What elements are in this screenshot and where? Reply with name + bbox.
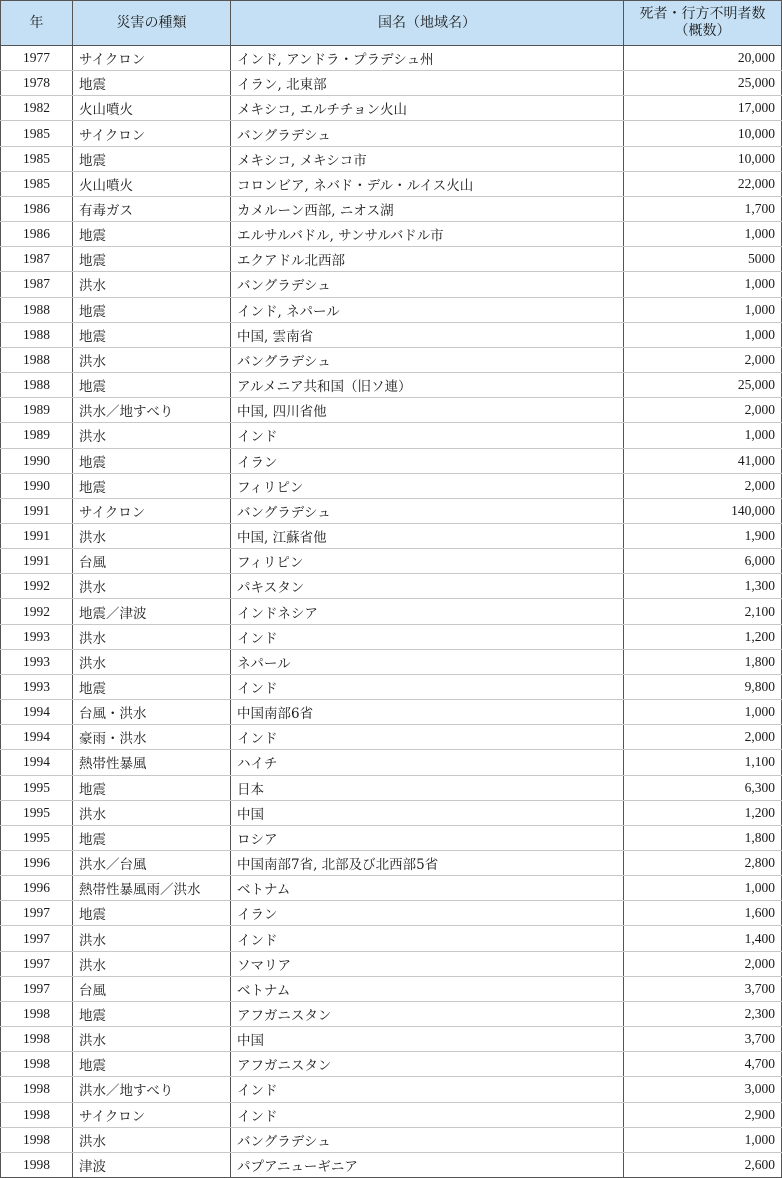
cell-country: コロンビア, ネバド・デル・ルイス火山 — [231, 171, 624, 196]
table-row — [1, 222, 782, 247]
cell-death-count: 17,000 — [624, 96, 782, 121]
cell-death-count: 9,800 — [624, 674, 782, 699]
cell-disaster-type: 豪雨・洪水 — [73, 725, 231, 750]
cell-death-count: 1,800 — [624, 649, 782, 674]
table-body — [1, 46, 782, 1178]
cell-disaster-type: 洪水 — [73, 574, 231, 599]
cell-disaster-type: 地震 — [73, 71, 231, 96]
cell-death-count: 1,200 — [624, 624, 782, 649]
cell-disaster-type: 地震 — [73, 247, 231, 272]
cell-disaster-type: 熱帯性暴風 — [73, 750, 231, 775]
table-row — [1, 825, 782, 850]
cell-country: ベトナム — [231, 976, 624, 1001]
cell-death-count: 2,000 — [624, 725, 782, 750]
table-row — [1, 423, 782, 448]
table-row — [1, 1001, 782, 1026]
cell-year: 1991 — [1, 498, 73, 523]
cell-year: 1989 — [1, 398, 73, 423]
cell-year: 1986 — [1, 222, 73, 247]
cell-disaster-type: 地震／津波 — [73, 599, 231, 624]
cell-disaster-type: 台風 — [73, 976, 231, 1001]
cell-death-count: 25,000 — [624, 373, 782, 398]
cell-year: 1989 — [1, 423, 73, 448]
cell-country: イラン — [231, 448, 624, 473]
cell-death-count: 1,300 — [624, 574, 782, 599]
cell-disaster-type: 地震 — [73, 222, 231, 247]
cell-year: 1987 — [1, 272, 73, 297]
cell-disaster-type: 洪水 — [73, 1127, 231, 1152]
table-row — [1, 297, 782, 322]
table-row — [1, 599, 782, 624]
cell-disaster-type: 洪水 — [73, 624, 231, 649]
cell-year: 1998 — [1, 1102, 73, 1127]
cell-death-count: 3,700 — [624, 976, 782, 1001]
table-row — [1, 373, 782, 398]
header-death-count-line2: （概数） — [674, 23, 731, 39]
cell-disaster-type: 地震 — [73, 901, 231, 926]
cell-death-count: 1,000 — [624, 1127, 782, 1152]
cell-disaster-type: 洪水 — [73, 649, 231, 674]
cell-country: インド — [231, 624, 624, 649]
cell-year: 1997 — [1, 901, 73, 926]
cell-year: 1995 — [1, 825, 73, 850]
cell-death-count: 6,300 — [624, 775, 782, 800]
table-row — [1, 1027, 782, 1052]
cell-country: インドネシア — [231, 599, 624, 624]
cell-disaster-type: 洪水 — [73, 272, 231, 297]
table-row — [1, 498, 782, 523]
table-row — [1, 574, 782, 599]
cell-year: 1985 — [1, 121, 73, 146]
cell-disaster-type: 地震 — [73, 297, 231, 322]
cell-death-count: 1,900 — [624, 523, 782, 548]
cell-year: 1988 — [1, 373, 73, 398]
cell-year: 1994 — [1, 750, 73, 775]
cell-country: カメルーン西部, ニオス湖 — [231, 196, 624, 221]
cell-year: 1988 — [1, 297, 73, 322]
cell-country: エクアドル北西部 — [231, 247, 624, 272]
cell-country: メキシコ, メキシコ市 — [231, 146, 624, 171]
cell-year: 1978 — [1, 71, 73, 96]
cell-death-count: 1,100 — [624, 750, 782, 775]
cell-disaster-type: 洪水 — [73, 926, 231, 951]
cell-disaster-type: 地震 — [73, 825, 231, 850]
table-row — [1, 976, 782, 1001]
cell-death-count: 1,000 — [624, 297, 782, 322]
table-row — [1, 549, 782, 574]
cell-country: 中国, 四川省他 — [231, 398, 624, 423]
cell-country: ネパール — [231, 649, 624, 674]
cell-year: 1998 — [1, 1001, 73, 1026]
cell-country: インド, ネパール — [231, 297, 624, 322]
cell-death-count: 1,600 — [624, 901, 782, 926]
table-row — [1, 46, 782, 71]
table-row — [1, 1127, 782, 1152]
table-row — [1, 523, 782, 548]
table-row — [1, 901, 782, 926]
cell-year: 1998 — [1, 1052, 73, 1077]
table-row — [1, 196, 782, 221]
cell-death-count: 20,000 — [624, 46, 782, 71]
cell-disaster-type: 洪水 — [73, 1027, 231, 1052]
cell-country: イラン, 北東部 — [231, 71, 624, 96]
cell-disaster-type: 地震 — [73, 373, 231, 398]
cell-death-count: 25,000 — [624, 71, 782, 96]
cell-country: パキスタン — [231, 574, 624, 599]
cell-country: エルサルバドル, サンサルバドル市 — [231, 222, 624, 247]
header-row — [1, 1, 782, 46]
cell-year: 1991 — [1, 523, 73, 548]
cell-year: 1992 — [1, 599, 73, 624]
cell-year: 1998 — [1, 1127, 73, 1152]
cell-disaster-type: 火山噴火 — [73, 171, 231, 196]
header-death-count-line1: 死者・行方不明者数 — [639, 6, 766, 22]
cell-death-count: 1,000 — [624, 423, 782, 448]
cell-year: 1990 — [1, 448, 73, 473]
cell-country: アフガニスタン — [231, 1052, 624, 1077]
table-row — [1, 272, 782, 297]
table-row — [1, 851, 782, 876]
cell-disaster-type: サイクロン — [73, 1102, 231, 1127]
table-row — [1, 649, 782, 674]
cell-disaster-type: 洪水／地すべり — [73, 398, 231, 423]
cell-country: イラン — [231, 901, 624, 926]
table-row — [1, 750, 782, 775]
cell-country: インド — [231, 674, 624, 699]
cell-year: 1994 — [1, 725, 73, 750]
table-header — [1, 1, 782, 46]
cell-death-count: 1,000 — [624, 322, 782, 347]
cell-death-count: 2,800 — [624, 851, 782, 876]
cell-disaster-type: サイクロン — [73, 121, 231, 146]
table-row — [1, 247, 782, 272]
cell-disaster-type: 熱帯性暴風雨／洪水 — [73, 876, 231, 901]
cell-disaster-type: 火山噴火 — [73, 96, 231, 121]
cell-country: ソマリア — [231, 951, 624, 976]
cell-disaster-type: 洪水／地すべり — [73, 1077, 231, 1102]
cell-year: 1987 — [1, 247, 73, 272]
cell-year: 1998 — [1, 1152, 73, 1177]
cell-death-count: 1,000 — [624, 272, 782, 297]
cell-country: 中国 — [231, 800, 624, 825]
cell-year: 1996 — [1, 851, 73, 876]
cell-year: 1995 — [1, 775, 73, 800]
cell-year: 1982 — [1, 96, 73, 121]
cell-disaster-type: 地震 — [73, 674, 231, 699]
cell-year: 1994 — [1, 700, 73, 725]
table-row — [1, 624, 782, 649]
cell-disaster-type: 地震 — [73, 775, 231, 800]
cell-country: 中国 — [231, 1027, 624, 1052]
table-row — [1, 1052, 782, 1077]
cell-country: フィリピン — [231, 473, 624, 498]
header-country: 国名（地域名） — [231, 1, 624, 46]
cell-year: 1997 — [1, 951, 73, 976]
cell-country: パプアニューギニア — [231, 1152, 624, 1177]
table-row — [1, 1152, 782, 1177]
cell-disaster-type: 洪水 — [73, 523, 231, 548]
cell-death-count: 2,000 — [624, 951, 782, 976]
cell-country: アフガニスタン — [231, 1001, 624, 1026]
cell-year: 1993 — [1, 649, 73, 674]
cell-death-count: 10,000 — [624, 121, 782, 146]
cell-death-count: 2,000 — [624, 398, 782, 423]
cell-country: アルメニア共和国（旧ソ連） — [231, 373, 624, 398]
cell-country: ハイチ — [231, 750, 624, 775]
cell-disaster-type: 洪水 — [73, 800, 231, 825]
cell-year: 1988 — [1, 347, 73, 372]
cell-year: 1992 — [1, 574, 73, 599]
cell-death-count: 41,000 — [624, 448, 782, 473]
cell-country: インド — [231, 1077, 624, 1102]
table-row — [1, 448, 782, 473]
table-row — [1, 322, 782, 347]
table-row — [1, 926, 782, 951]
cell-country: バングラデシュ — [231, 1127, 624, 1152]
cell-country: 中国, 雲南省 — [231, 322, 624, 347]
cell-country: 中国南部7省, 北部及び北西部5省 — [231, 851, 624, 876]
cell-death-count: 22,000 — [624, 171, 782, 196]
cell-death-count: 2,000 — [624, 347, 782, 372]
cell-country: メキシコ, エルチチョン火山 — [231, 96, 624, 121]
cell-country: 中国南部6省 — [231, 700, 624, 725]
cell-year: 1997 — [1, 926, 73, 951]
cell-death-count: 1,200 — [624, 800, 782, 825]
cell-death-count: 5000 — [624, 247, 782, 272]
table-row — [1, 876, 782, 901]
header-death-count — [624, 1, 782, 46]
cell-country: インド — [231, 725, 624, 750]
cell-death-count: 2,000 — [624, 473, 782, 498]
cell-disaster-type: サイクロン — [73, 46, 231, 71]
cell-year: 1985 — [1, 171, 73, 196]
cell-death-count: 2,100 — [624, 599, 782, 624]
cell-disaster-type: 有毒ガス — [73, 196, 231, 221]
cell-year: 1993 — [1, 624, 73, 649]
cell-country: フィリピン — [231, 549, 624, 574]
table-row — [1, 121, 782, 146]
cell-death-count: 2,900 — [624, 1102, 782, 1127]
cell-year: 1991 — [1, 549, 73, 574]
cell-disaster-type: サイクロン — [73, 498, 231, 523]
header-disaster-type: 災害の種類 — [73, 1, 231, 46]
cell-year: 1990 — [1, 473, 73, 498]
cell-year: 1997 — [1, 976, 73, 1001]
cell-year: 1988 — [1, 322, 73, 347]
cell-disaster-type: 洪水 — [73, 423, 231, 448]
table-row — [1, 674, 782, 699]
cell-country: バングラデシュ — [231, 272, 624, 297]
cell-death-count: 1,000 — [624, 222, 782, 247]
cell-death-count: 1,000 — [624, 876, 782, 901]
cell-country: バングラデシュ — [231, 121, 624, 146]
cell-year: 1977 — [1, 46, 73, 71]
cell-death-count: 10,000 — [624, 146, 782, 171]
table-row — [1, 775, 782, 800]
cell-death-count: 2,600 — [624, 1152, 782, 1177]
table-row — [1, 146, 782, 171]
table-row — [1, 96, 782, 121]
cell-disaster-type: 津波 — [73, 1152, 231, 1177]
cell-death-count: 1,400 — [624, 926, 782, 951]
cell-year: 1998 — [1, 1077, 73, 1102]
table-row — [1, 1077, 782, 1102]
cell-year: 1985 — [1, 146, 73, 171]
cell-country: インド — [231, 423, 624, 448]
cell-death-count: 1,800 — [624, 825, 782, 850]
cell-country: バングラデシュ — [231, 347, 624, 372]
cell-year: 1996 — [1, 876, 73, 901]
table-row — [1, 951, 782, 976]
cell-death-count: 3,000 — [624, 1077, 782, 1102]
cell-disaster-type: 台風・洪水 — [73, 700, 231, 725]
table-row — [1, 473, 782, 498]
cell-country: 中国, 江蘇省他 — [231, 523, 624, 548]
cell-disaster-type: 台風 — [73, 549, 231, 574]
table-row — [1, 725, 782, 750]
table-row — [1, 171, 782, 196]
cell-death-count: 1,000 — [624, 700, 782, 725]
cell-country: 日本 — [231, 775, 624, 800]
table-row — [1, 398, 782, 423]
cell-death-count: 6,000 — [624, 549, 782, 574]
cell-death-count: 1,700 — [624, 196, 782, 221]
table-row — [1, 700, 782, 725]
cell-disaster-type: 地震 — [73, 473, 231, 498]
table-row — [1, 71, 782, 96]
cell-country: インド — [231, 1102, 624, 1127]
table-row — [1, 800, 782, 825]
cell-country: ベトナム — [231, 876, 624, 901]
cell-disaster-type: 地震 — [73, 1001, 231, 1026]
cell-death-count: 140,000 — [624, 498, 782, 523]
cell-year: 1995 — [1, 800, 73, 825]
cell-disaster-type: 洪水 — [73, 347, 231, 372]
cell-year: 1998 — [1, 1027, 73, 1052]
cell-death-count: 4,700 — [624, 1052, 782, 1077]
cell-disaster-type: 地震 — [73, 146, 231, 171]
cell-disaster-type: 地震 — [73, 1052, 231, 1077]
cell-country: ロシア — [231, 825, 624, 850]
cell-disaster-type: 地震 — [73, 322, 231, 347]
cell-country: バングラデシュ — [231, 498, 624, 523]
cell-country: インド — [231, 926, 624, 951]
cell-year: 1993 — [1, 674, 73, 699]
table-row — [1, 347, 782, 372]
cell-disaster-type: 洪水 — [73, 951, 231, 976]
cell-year: 1986 — [1, 196, 73, 221]
header-year: 年 — [1, 1, 73, 46]
table-row — [1, 1102, 782, 1127]
cell-death-count: 3,700 — [624, 1027, 782, 1052]
cell-country: インド, アンドラ・プラデシュ州 — [231, 46, 624, 71]
cell-disaster-type: 地震 — [73, 448, 231, 473]
cell-disaster-type: 洪水／台風 — [73, 851, 231, 876]
cell-death-count: 2,300 — [624, 1001, 782, 1026]
